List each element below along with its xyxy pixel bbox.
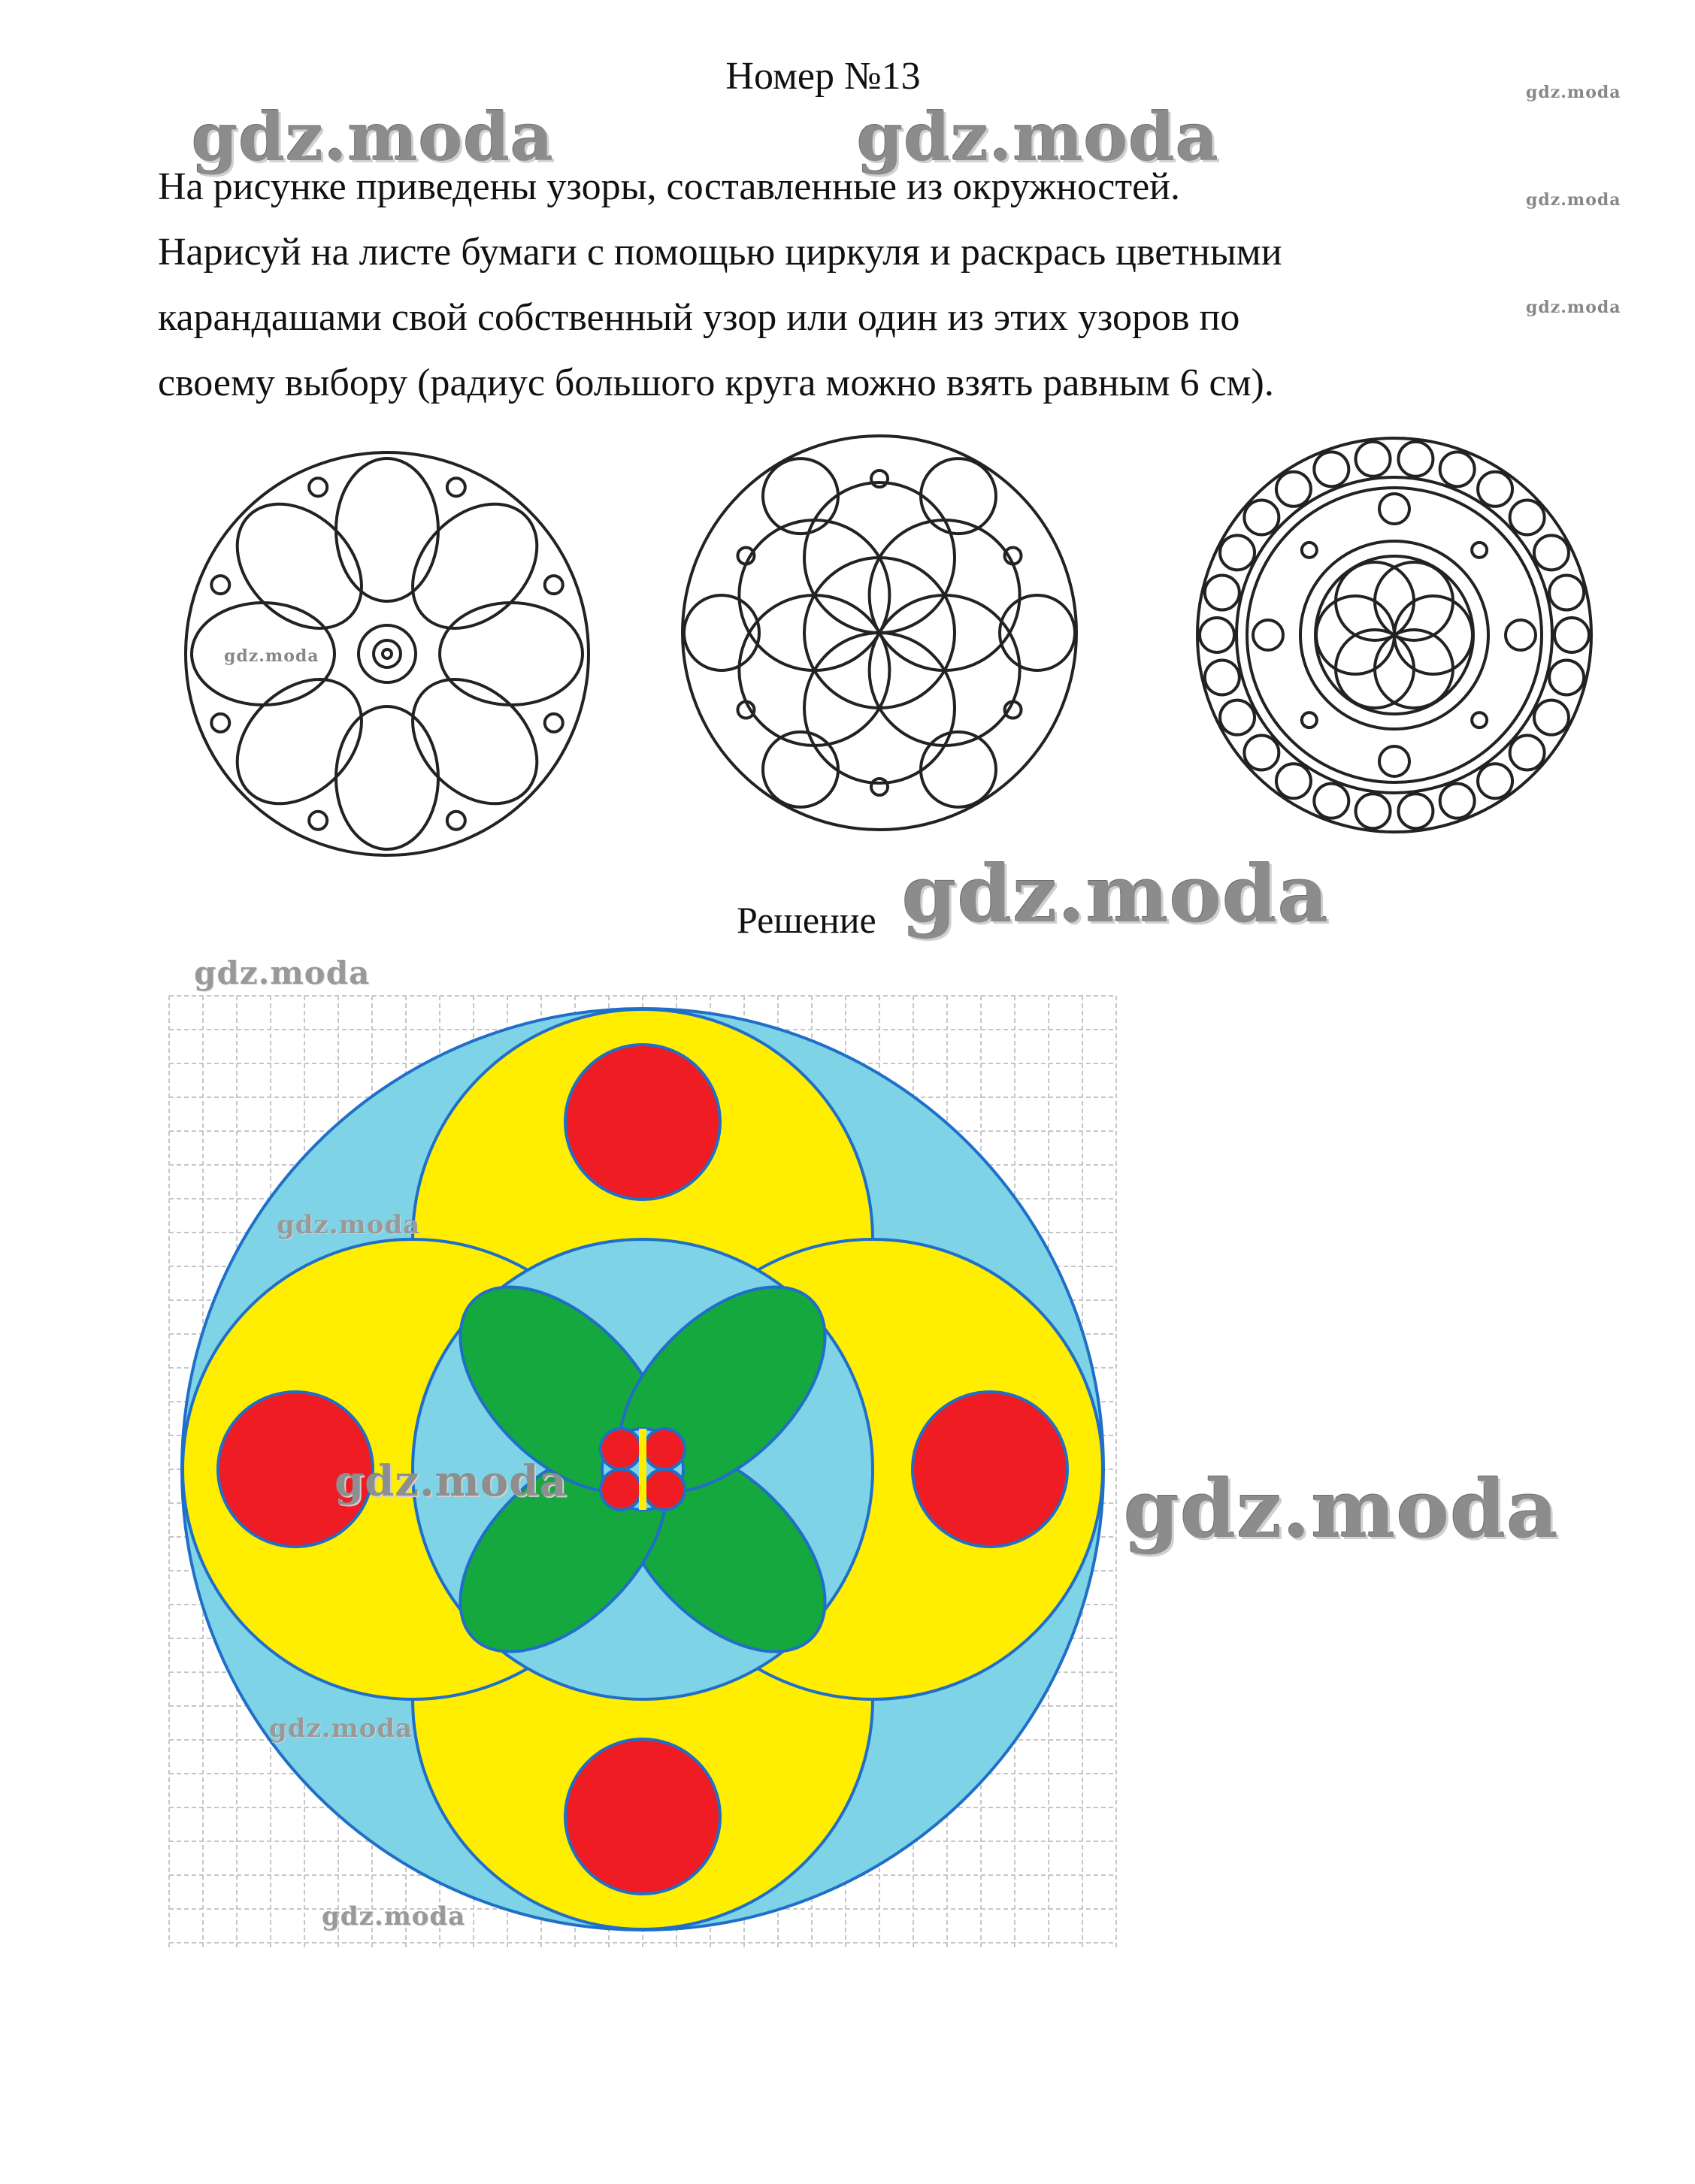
bead-circle	[1244, 735, 1279, 770]
bead-circle	[1314, 452, 1348, 486]
watermark: gdz.moda	[224, 646, 319, 666]
solution-pattern	[169, 996, 1131, 1965]
bead-circle	[1398, 794, 1433, 828]
bead-circle	[1549, 576, 1584, 610]
petal-ellipse	[388, 479, 561, 653]
bead-circle	[1534, 700, 1569, 735]
watermark: gdz.moda	[1526, 298, 1621, 317]
center-red-circle	[644, 1429, 685, 1469]
bead-circle	[1244, 501, 1279, 535]
small-dot	[871, 470, 888, 487]
petal-ellipse	[388, 655, 561, 828]
red-circle	[565, 1739, 720, 1894]
small-dot	[1472, 543, 1487, 558]
watermark: gdz.moda	[1526, 190, 1621, 210]
watermark: gdz.moda	[322, 1901, 466, 1931]
small-dot	[545, 714, 563, 732]
bead-circle	[1478, 472, 1512, 507]
small-dot	[1379, 746, 1409, 776]
bead-circle	[1220, 700, 1255, 735]
small-dot	[447, 478, 465, 496]
watermark: gdz.moda	[194, 954, 371, 991]
small-dot	[447, 812, 465, 830]
small-dot	[309, 812, 327, 830]
watermark: gdz.moda	[902, 848, 1330, 940]
bead-circle	[1510, 735, 1545, 770]
small-dot	[1302, 543, 1317, 558]
small-dot	[211, 576, 229, 594]
bead-circle	[1398, 442, 1433, 476]
small-dot	[309, 478, 327, 496]
center-red-circle	[644, 1469, 685, 1510]
bead-circle	[1356, 794, 1391, 828]
bead-circle	[1554, 618, 1589, 652]
small-dot	[871, 779, 888, 795]
beaded-ring-pattern-icon	[1191, 432, 1597, 838]
task-text	[158, 154, 1548, 416]
task-line-1: На рисунке приведены узоры, составленные из окружностей.	[158, 165, 1180, 208]
bead-circle	[1510, 501, 1545, 535]
bead-circle	[1356, 442, 1391, 476]
small-dot	[1253, 620, 1283, 650]
watermark: gdz.moda	[269, 1714, 413, 1744]
bead-circle	[1276, 764, 1311, 798]
task-line-4: своему выбору (радиус большого круга можно взять равным 6 см).	[158, 361, 1274, 404]
watermark: gdz.moda	[277, 1210, 421, 1240]
small-dot	[1302, 712, 1317, 727]
petal-ellipse	[213, 479, 386, 653]
bead-circle	[1220, 535, 1255, 570]
red-circle	[913, 1392, 1067, 1547]
center-red-circle	[601, 1469, 641, 1510]
bead-circle	[1549, 660, 1584, 694]
solution-label: Решение	[737, 899, 876, 941]
small-dot	[211, 714, 229, 732]
watermark: gdz.moda	[334, 1457, 568, 1506]
red-circle	[565, 1045, 720, 1199]
bead-circle	[1200, 618, 1234, 652]
seed-of-life-pattern-icon	[680, 428, 1079, 842]
bead-circle	[1534, 535, 1569, 570]
petal-ellipse	[213, 655, 386, 828]
small-dot	[545, 576, 563, 594]
task-line-2: Нарисуй на листе бумаги с помощью циркуля и раскрась цветными	[158, 231, 1282, 274]
bead-circle	[1440, 784, 1475, 818]
watermark: gdz.moda	[1526, 83, 1621, 102]
watermark: gdz.moda	[1124, 1462, 1559, 1556]
bead-circle	[1314, 784, 1348, 818]
watermark: gdz.moda	[192, 98, 555, 176]
petal-ellipse	[336, 458, 438, 601]
center-yellow-stripe	[639, 1429, 646, 1510]
center-red-circle	[601, 1429, 641, 1469]
bead-circle	[1478, 764, 1512, 798]
bead-circle	[1205, 660, 1239, 694]
bead-circle	[1276, 472, 1311, 507]
bead-circle	[1440, 452, 1475, 486]
page-title: Номер №13	[725, 55, 921, 98]
small-dot	[1472, 712, 1487, 727]
task-line-3: карандашами свой собственный узор или один из этих узоров по	[158, 296, 1240, 339]
bead-circle	[1205, 576, 1239, 610]
small-dot	[1379, 494, 1409, 524]
petal-ellipse	[336, 706, 438, 849]
watermark: gdz.moda	[857, 98, 1220, 176]
petal-ellipse	[440, 603, 583, 705]
small-dot	[1506, 620, 1536, 650]
